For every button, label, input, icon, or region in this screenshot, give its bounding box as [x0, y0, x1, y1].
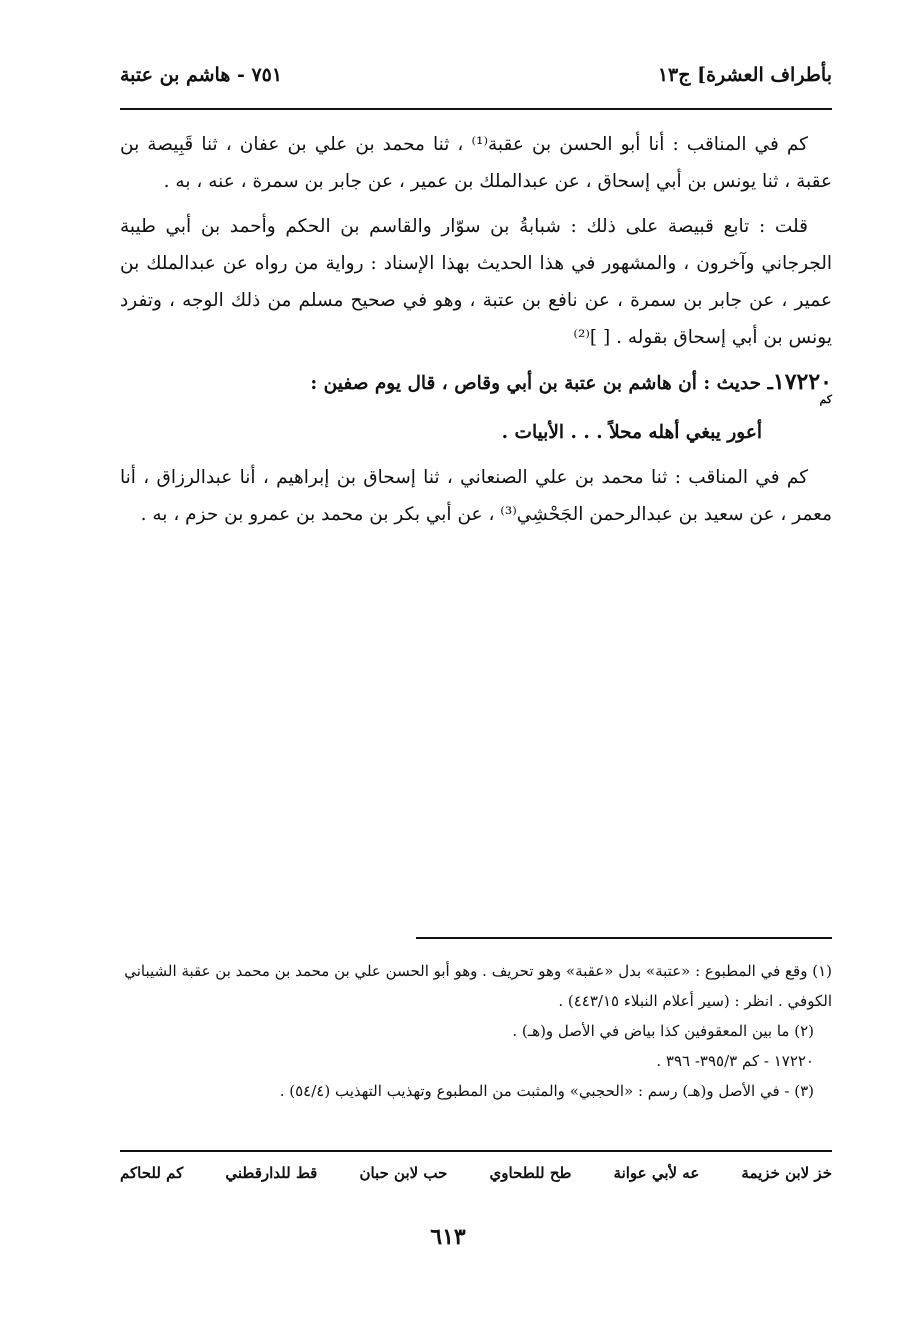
abbreviations-key — [120, 1164, 832, 1182]
paragraph-3: كم في المناقب : ثنا محمد بن علي الصنعاني ، ثنا إسحاق بن إبراهيم ، أنا عبدالرزاق ، أنا معمر ، عن سعيد بن عبدالرحمن الجَحْشِي⁽³⁾ ، عن أبي بكر بن محمد بن عمرو بن حزم ، به . — [120, 467, 832, 525]
paragraph-2: قلت : تابع قبيصة على ذلك : شبابةُ بن سوّار والقاسم بن الحكم وأحمد بن أبي طيبة الجرجاني وآخرون ، والمشهور في هذا الحديث بهذا الإسناد : رواية من رواه عن عبدالملك بن عمير ، عن جابر بن سمرة ، عن نافع بن عتبة ، وهو في صحيح مسلم من ذلك الوجه ، وتفرد يونس بن أبي إسحاق بقوله . [ ]⁽²⁾ — [120, 216, 832, 348]
footnote-2: (٢) ما بين المعقوفين كذا بياض في الأصل و(هـ) . — [512, 1022, 814, 1040]
footnote-hadith-ref: ١٧٢٢٠ - كم ٣٩٥/٣- ٣٩٦ . — [656, 1052, 814, 1070]
footnote-divider — [416, 937, 832, 939]
header-book-title: بأطراف العشرة] ج١٣ — [657, 64, 832, 86]
footer-divider — [120, 1150, 832, 1152]
abbrev-item: عه لأبي عوانة — [613, 1164, 700, 1182]
verse-line: أعور يبغي أهله محلاً . . . الأبيات . — [501, 422, 762, 443]
paragraph-1: كم في المناقب : أنا أبو الحسن بن عقبة⁽¹⁾ ، ثنا محمد بن علي بن عفان ، ثنا قَبِيصة بن عقبة ، ثنا يونس بن أبي إسحاق ، عن عبدالملك بن عمير ، عن جابر بن سمرة ، عنه ، به . — [120, 134, 832, 192]
header-chapter-title: ٧٥١ - هاشم بن عتبة — [120, 64, 283, 86]
abbrev-item: كم للحاكم — [120, 1164, 184, 1182]
abbrev-item: خز لابن خزيمة — [741, 1164, 832, 1182]
page-number: ٦١٣ — [430, 1224, 466, 1250]
footnote-1: (١) وقع في المطبوع : «عتبة» بدل «عقبة» وهو تحريف . وهو أبو الحسن علي بن محمد بن محمد بن عقبة الشيباني الكوفي . انظر : (سير أعلام النبلاء ٤٤٣/١٥) . — [124, 962, 832, 1010]
abbrev-item: قط للدارقطني — [225, 1164, 318, 1182]
footnotes — [120, 956, 832, 1106]
footnote-3: (٣) - في الأصل و(هـ) رسم : «الحجبي» والمثبت من المطبوع وتهذيب التهذيب (٥٤/٤) . — [279, 1082, 814, 1100]
hadith-number: ١٧٢٢٠ — [772, 369, 832, 395]
abbrev-item: طح للطحاوي — [489, 1164, 572, 1182]
running-header — [120, 58, 832, 92]
main-text — [120, 126, 832, 541]
hadith-source-code: كم — [819, 393, 832, 406]
hadith-text: ـ حديث : أن هاشم بن عتبة بن أبي وقاص ، قال يوم صفين : — [310, 373, 773, 394]
header-divider — [120, 108, 832, 110]
abbrev-item: حب لابن حبان — [359, 1164, 448, 1182]
hadith-heading — [120, 364, 832, 406]
